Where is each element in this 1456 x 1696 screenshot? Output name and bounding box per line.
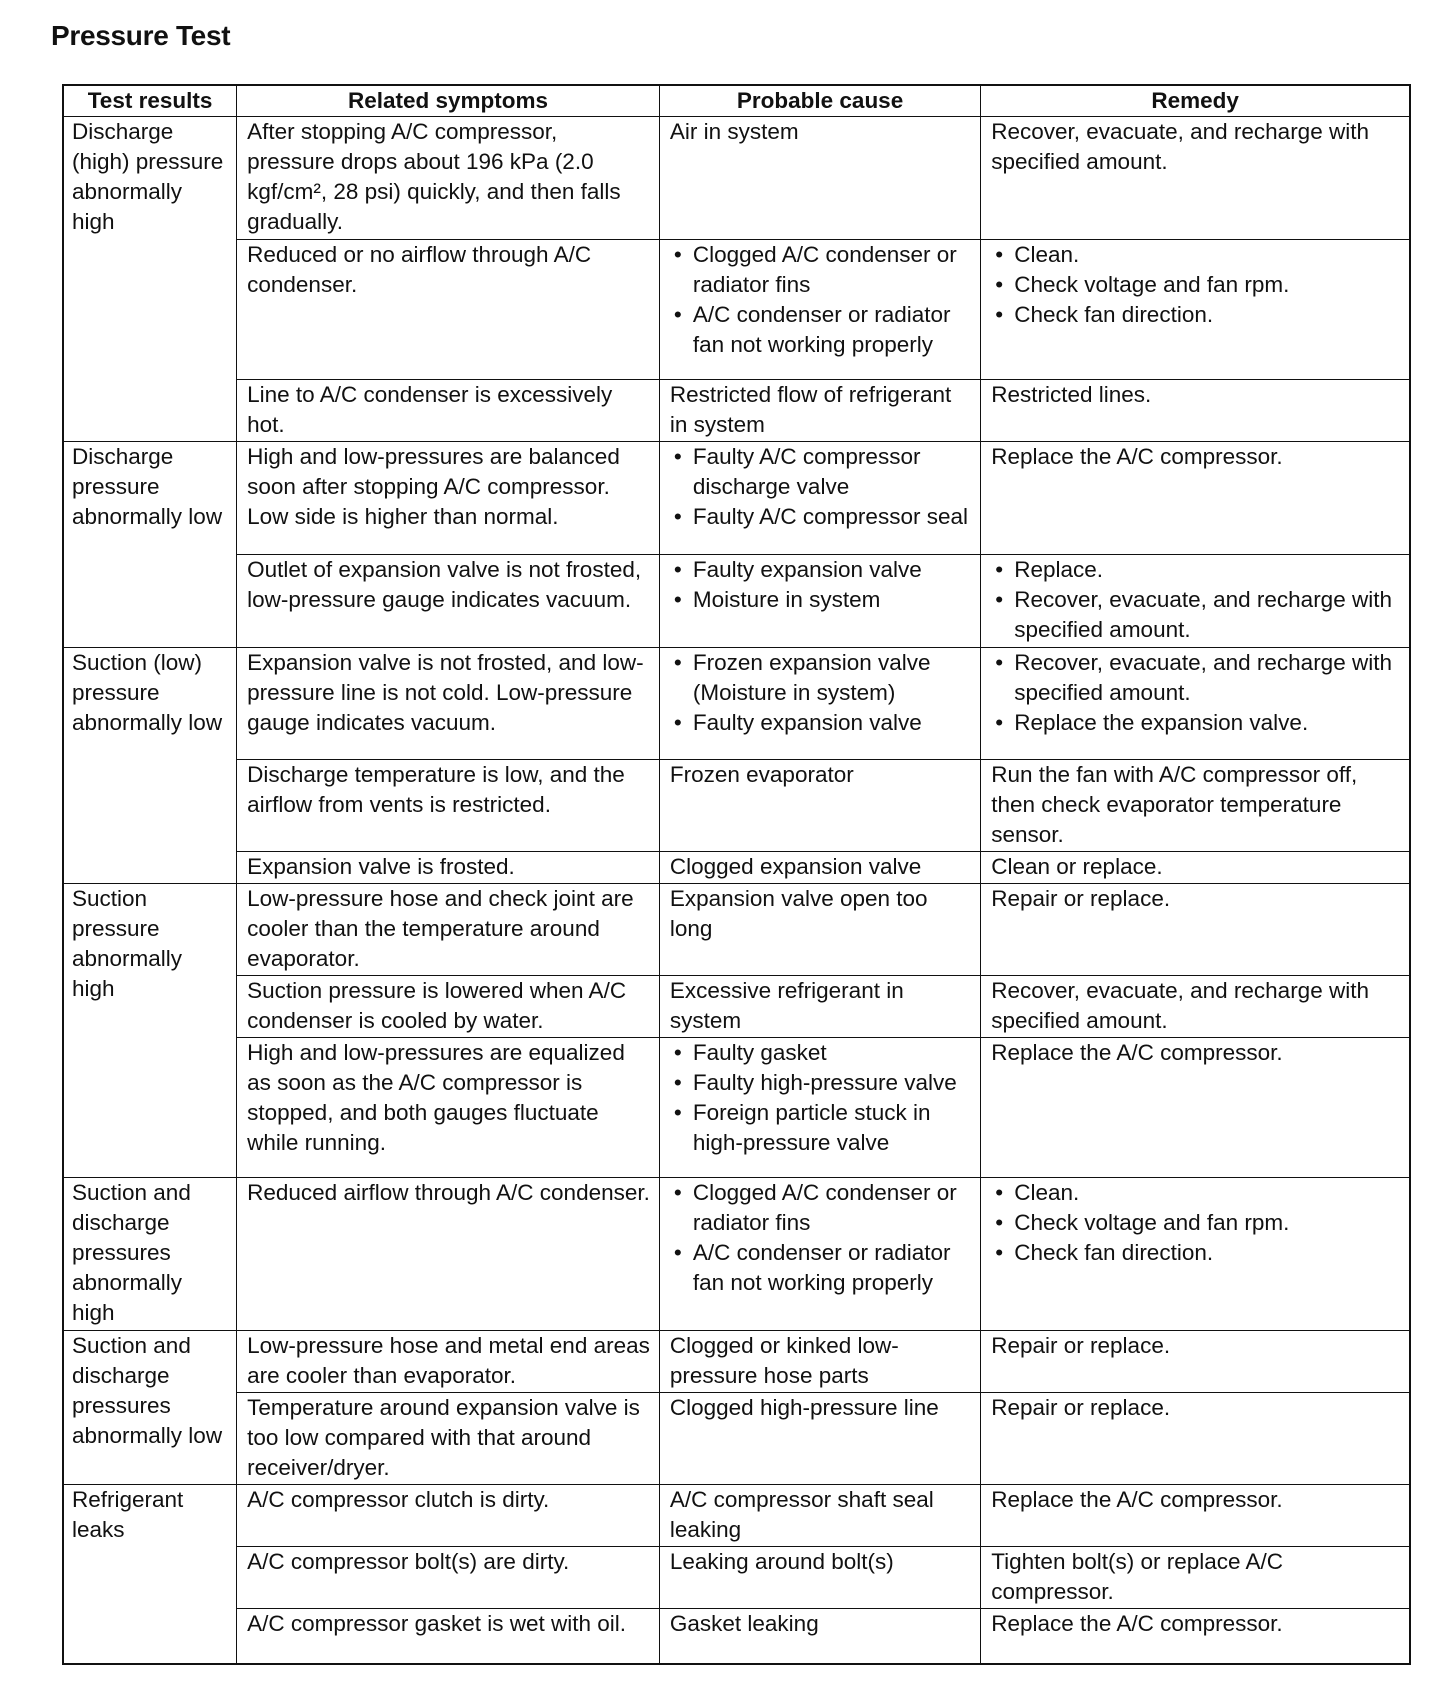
- cause-cell: [659, 1608, 980, 1664]
- test-result-cell: Suction pressure abnormally high: [63, 883, 237, 1178]
- table-row: [63, 1392, 1410, 1484]
- test-result-cell: Suction and discharge pressures abnormally low: [63, 1331, 237, 1485]
- symptom-cell: Reduced or no airflow through A/C condenser.: [237, 239, 660, 380]
- symptom-cell: A/C compressor bolt(s) are dirty.: [237, 1546, 660, 1608]
- table-row: [63, 1546, 1410, 1608]
- remedy-item: • Replace the expansion valve.: [991, 708, 1401, 738]
- cause-cell: [659, 1331, 980, 1393]
- symptom-cell: Suction pressure is lowered when A/C condenser is cooled by water.: [237, 975, 660, 1037]
- cause-item: • Faulty gasket: [670, 1038, 972, 1068]
- remedy-cell: [981, 1546, 1410, 1608]
- symptom-cell: A/C compressor gasket is wet with oil.: [237, 1608, 660, 1664]
- cause-item: • Moisture in system: [670, 585, 972, 615]
- remedy-list: [991, 648, 1401, 738]
- cause-item: • Faulty A/C compressor discharge valve: [670, 442, 972, 502]
- cause-item: • Faulty A/C compressor seal: [670, 502, 972, 532]
- cause-cell: [659, 1037, 980, 1178]
- table-row: [63, 1037, 1410, 1178]
- remedy-item: • Check voltage and fan rpm.: [991, 270, 1401, 300]
- cause-text: Leaking around bolt(s): [669, 1548, 894, 1574]
- remedy-cell: [981, 1331, 1410, 1393]
- remedy-text: Recover, evacuate, and recharge with specified amount.: [991, 977, 1369, 1033]
- remedy-item: • Recover, evacuate, and recharge with specified amount.: [991, 648, 1401, 708]
- cause-cell: [659, 380, 980, 442]
- remedy-text: Restricted lines.: [991, 382, 1152, 408]
- symptom-cell: Discharge temperature is low, and the airflow from vents is restricted.: [237, 760, 660, 852]
- column-header-probable-cause: Probable cause: [659, 85, 980, 117]
- cause-text: Air in system: [669, 119, 799, 144]
- table-row: [63, 117, 1410, 240]
- cause-item: • Faulty expansion valve: [670, 708, 972, 738]
- remedy-text: Repair or replace.: [991, 1394, 1171, 1420]
- cause-text: Gasket leaking: [669, 1610, 819, 1636]
- remedy-cell: [981, 1392, 1410, 1484]
- remedy-cell: [981, 883, 1410, 975]
- cause-text: Frozen evaporator: [669, 762, 854, 788]
- page-title: Pressure Test: [51, 20, 231, 51]
- cause-text: Clogged expansion valve: [669, 854, 922, 880]
- table-row: [63, 555, 1410, 647]
- cause-list: [670, 648, 972, 738]
- remedy-text: Recover, evacuate, and recharge with specified amount.: [991, 119, 1369, 174]
- remedy-item: • Replace.: [991, 555, 1401, 585]
- pressure-test-table: [62, 84, 1411, 1665]
- test-result-cell: Suction (low) pressure abnormally low: [63, 647, 237, 883]
- cause-text: Restricted flow of refrigerant in system: [669, 382, 952, 438]
- cause-cell: [659, 975, 980, 1037]
- symptom-cell: Expansion valve is not frosted, and low-pressure line is not cold. Low-pressure gauge indicates vacuum.: [237, 647, 660, 759]
- cause-cell: [659, 117, 980, 240]
- symptom-cell: A/C compressor clutch is dirty.: [237, 1485, 660, 1547]
- table-row: [63, 1331, 1410, 1393]
- cause-item: • Frozen expansion valve (Moisture in system): [670, 648, 972, 708]
- column-header-test-results: Test results: [63, 85, 237, 117]
- cause-text: Excessive refrigerant in system: [669, 977, 904, 1033]
- cause-list: [670, 1038, 972, 1158]
- symptom-cell: Temperature around expansion valve is too low compared with that around receiver/dryer.: [237, 1392, 660, 1484]
- cause-list: [670, 1178, 972, 1298]
- column-header-related-symptoms: Related symptoms: [237, 85, 660, 117]
- symptom-cell: Reduced airflow through A/C condenser.: [237, 1178, 660, 1331]
- remedy-item: • Check fan direction.: [991, 300, 1401, 330]
- remedy-item: • Recover, evacuate, and recharge with specified amount.: [991, 585, 1401, 645]
- cause-cell: [659, 239, 980, 380]
- remedy-text: Repair or replace.: [991, 1333, 1171, 1359]
- remedy-cell: [981, 1037, 1410, 1178]
- symptom-cell: High and low-pressures are balanced soon after stopping A/C compressor. Low side is higher than normal.: [237, 442, 660, 555]
- column-header-remedy: Remedy: [981, 85, 1410, 117]
- cause-item: • Clogged A/C condenser or radiator fins: [670, 1178, 972, 1238]
- remedy-text: Replace the A/C compressor.: [991, 1610, 1283, 1636]
- remedy-text: Run the fan with A/C compressor off, then check evaporator temperature sensor.: [991, 762, 1358, 848]
- cause-cell: [659, 760, 980, 852]
- remedy-cell: [981, 117, 1410, 240]
- cause-cell: [659, 852, 980, 883]
- remedy-cell: [981, 1485, 1410, 1547]
- cause-list: [670, 555, 972, 615]
- remedy-text: Repair or replace.: [991, 885, 1171, 911]
- remedy-cell: [981, 239, 1410, 380]
- table-row: [63, 852, 1410, 883]
- cause-cell: [659, 883, 980, 975]
- test-result-cell: Refrigerant leaks: [63, 1485, 237, 1664]
- remedy-text: Clean or replace.: [991, 854, 1163, 880]
- cause-item: • Foreign particle stuck in high-pressure valve: [670, 1098, 972, 1158]
- cause-cell: [659, 555, 980, 647]
- remedy-item: • Clean.: [991, 240, 1401, 270]
- table-row: [63, 883, 1410, 975]
- remedy-cell: [981, 555, 1410, 647]
- remedy-text: Replace the A/C compressor.: [991, 1039, 1283, 1065]
- cause-item: • A/C condenser or radiator fan not working properly: [670, 1238, 972, 1298]
- table-row: [63, 760, 1410, 852]
- cause-cell: [659, 1178, 980, 1331]
- table-body: [63, 117, 1410, 1665]
- remedy-cell: [981, 1178, 1410, 1331]
- cause-cell: [659, 647, 980, 759]
- symptom-cell: After stopping A/C compressor, pressure drops about 196 kPa (2.0 kgf/cm², 28 psi) quickly, and then falls gradually.: [237, 117, 660, 240]
- cause-cell: [659, 442, 980, 555]
- symptom-cell: Expansion valve is frosted.: [237, 852, 660, 883]
- table-row: [63, 975, 1410, 1037]
- table-row: [63, 647, 1410, 759]
- cause-item: • Clogged A/C condenser or radiator fins: [670, 240, 972, 300]
- remedy-cell: [981, 647, 1410, 759]
- cause-text: Clogged high-pressure line: [669, 1394, 939, 1420]
- remedy-text: Replace the A/C compressor.: [991, 444, 1283, 470]
- remedy-list: [991, 240, 1401, 330]
- cause-list: [670, 442, 972, 532]
- remedy-cell: [981, 380, 1410, 442]
- symptom-cell: Line to A/C condenser is excessively hot.: [237, 380, 660, 442]
- table-row: [63, 380, 1410, 442]
- symptom-cell: Low-pressure hose and metal end areas are cooler than evaporator.: [237, 1331, 660, 1393]
- table-row: [63, 1608, 1410, 1664]
- cause-text: Expansion valve open too long: [669, 885, 928, 941]
- table-row: [63, 1178, 1410, 1331]
- cause-cell: [659, 1546, 980, 1608]
- test-result-cell: Discharge (high) pressure abnormally high: [63, 117, 237, 442]
- cause-cell: [659, 1485, 980, 1547]
- table-row: [63, 1485, 1410, 1547]
- remedy-list: [991, 555, 1401, 645]
- remedy-text: Tighten bolt(s) or replace A/C compressor.: [991, 1548, 1284, 1604]
- cause-cell: [659, 1392, 980, 1484]
- cause-text: A/C compressor shaft seal leaking: [669, 1487, 934, 1543]
- symptom-cell: Low-pressure hose and check joint are cooler than the temperature around evaporator.: [237, 883, 660, 975]
- remedy-cell: [981, 760, 1410, 852]
- table-row: [63, 239, 1410, 380]
- header-row: [63, 85, 1410, 117]
- cause-item: • A/C condenser or radiator fan not working properly: [670, 300, 972, 360]
- cause-item: • Faulty expansion valve: [670, 555, 972, 585]
- test-result-cell: Suction and discharge pressures abnormally high: [63, 1178, 237, 1331]
- cause-text: Clogged or kinked low-pressure hose parts: [669, 1333, 899, 1389]
- remedy-item: • Clean.: [991, 1178, 1401, 1208]
- remedy-cell: [981, 1608, 1410, 1664]
- remedy-text: Replace the A/C compressor.: [991, 1487, 1283, 1513]
- remedy-item: • Check fan direction.: [991, 1238, 1401, 1268]
- remedy-cell: [981, 442, 1410, 555]
- test-result-cell: Discharge pressure abnormally low: [63, 442, 237, 648]
- remedy-cell: [981, 975, 1410, 1037]
- symptom-cell: Outlet of expansion valve is not frosted, low-pressure gauge indicates vacuum.: [237, 555, 660, 647]
- symptom-cell: High and low-pressures are equalized as soon as the A/C compressor is stopped, and both gauges fluctuate while running.: [237, 1037, 660, 1178]
- cause-item: • Faulty high-pressure valve: [670, 1068, 972, 1098]
- remedy-cell: [981, 852, 1410, 883]
- remedy-item: • Check voltage and fan rpm.: [991, 1208, 1401, 1238]
- cause-list: [670, 240, 972, 360]
- remedy-list: [991, 1178, 1401, 1268]
- table-row: [63, 442, 1410, 555]
